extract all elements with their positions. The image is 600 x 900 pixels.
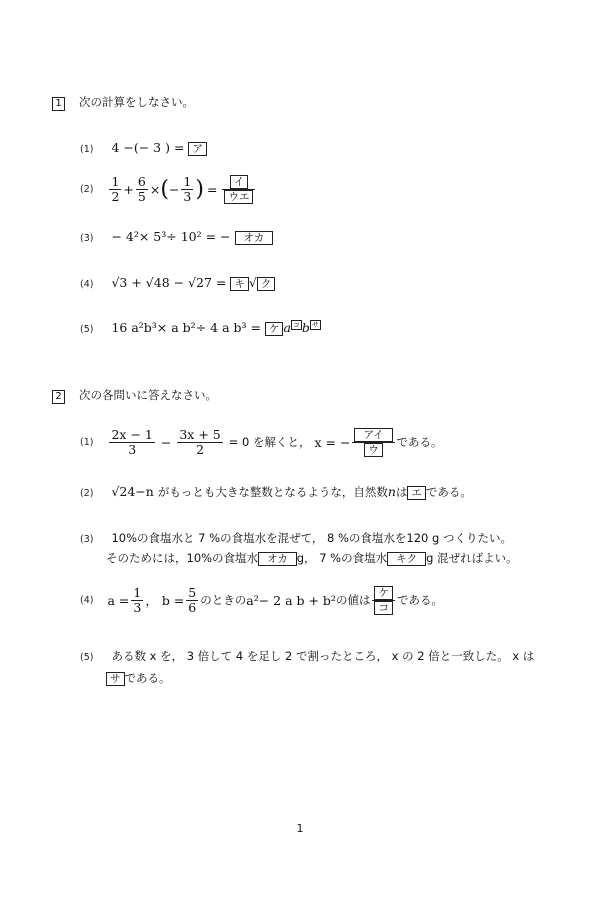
item-label: (5) <box>80 652 94 663</box>
answer-box: コ <box>374 601 393 615</box>
answer-box: ケ <box>374 586 393 600</box>
answer-fraction <box>222 174 255 204</box>
item-label: (1) <box>80 144 94 155</box>
expression: b = <box>161 592 185 608</box>
text: である。 <box>425 485 472 499</box>
answer-fraction <box>352 427 394 457</box>
text: である。 <box>124 671 171 685</box>
exponent-box: サ <box>311 321 319 329</box>
text: がもっとも大きな整数となるような，自然数 <box>157 485 388 499</box>
q1-item-5: (5) 16 a²b³× a b²÷ 4 a b³ = ケ a コ b サ <box>80 320 319 335</box>
expression: 4 −(− 3 ) = <box>111 140 189 155</box>
q1-item-2: (2) $\frac{1}{2}$ + $\frac{6}{5}$ × ( − $\frac{1}{3}$ ) = $\frac{\text{イ}}{\text{ウエ}}$ <box>80 174 257 204</box>
answer-box: オカ <box>258 552 297 566</box>
q2-item-4: (4) a = $\frac{1}{3}$ ， b = $\frac{5}{6}$ のときの a²− 2 a b + b² の値は $\frac{\text{ケ}}{\text{コ}}$ である。 <box>80 584 443 615</box>
text: = 0 を解くと， <box>228 435 311 449</box>
item-label: (1) <box>80 436 94 448</box>
fraction: $\frac{6}{5}$ <box>137 173 146 204</box>
question-2-number: 2 <box>52 390 65 404</box>
answer-box: オカ <box>235 231 274 245</box>
item-label: (3) <box>80 534 94 545</box>
item-label: (4) <box>80 594 94 606</box>
text: のときの <box>200 593 247 607</box>
answer-box: ウ <box>364 443 383 457</box>
q1-item-1 <box>80 140 207 156</box>
answer-box: エ <box>407 486 426 500</box>
item-label: (5) <box>80 324 94 335</box>
page-number: 1 <box>296 822 304 835</box>
text: そのためには，10%の食塩水 <box>106 551 259 565</box>
fraction: $\frac{1}{2}$ <box>111 173 120 204</box>
text: ある数 x を， 3 倍して 4 を足し 2 で割ったところ， x の 2 倍と一致した。 x は <box>111 649 535 663</box>
text: である。 <box>396 435 443 449</box>
q1-item-4: (4) √3 + √48 − √27 = キ √ ク <box>80 275 275 291</box>
question-2-text: 次の各問いに答えなさい。 <box>78 388 217 402</box>
answer-box: キ <box>230 277 249 291</box>
q2-item-5-line2 <box>106 670 171 686</box>
text: は <box>395 485 408 499</box>
answer-box: サ <box>106 672 125 686</box>
answer-box: ケ <box>265 322 284 336</box>
expression: 16 a²b³× a b²÷ 4 a b³ = <box>111 320 265 335</box>
fraction: $\frac{2x - 1}{3}$ <box>111 426 153 457</box>
answer-box: ク <box>257 277 276 291</box>
q1-item-3 <box>80 229 273 245</box>
q2-item-5 <box>80 648 534 664</box>
expression: − 4²× 5³÷ 10² = − <box>111 229 231 244</box>
q2-item-1: (1) $\frac{2x - 1}{3}$ − $\frac{3x + 5}{2}$ = 0 を解くと， x = − $\frac{\text{アイ}}{\text{ウ}}$ である。 <box>80 426 443 457</box>
text: である。 <box>396 593 443 607</box>
item-label: (4) <box>80 279 94 290</box>
answer-box: キク <box>387 552 426 566</box>
answer-box: イ <box>230 175 249 189</box>
question-1-number: 1 <box>52 97 65 111</box>
expression: √3 + √48 − √27 = <box>111 275 231 290</box>
q2-item-3 <box>80 530 512 546</box>
answer-fraction <box>372 585 395 615</box>
item-label: (3) <box>80 233 94 244</box>
fraction: $\frac{5}{6}$ <box>188 584 197 615</box>
expression: √24−n <box>111 484 154 499</box>
expression: x = − <box>314 434 351 450</box>
expression: a = <box>107 592 130 608</box>
text: g， 7 %の食塩水 <box>296 551 388 565</box>
item-label: (2) <box>80 183 94 195</box>
exponent-box: コ <box>292 321 300 329</box>
answer-box: ア <box>188 142 207 156</box>
question-1-text: 次の計算をしなさい。 <box>78 95 194 109</box>
text: 10%の食塩水と 7 %の食塩水を混ぜて， 8 %の食塩水を120 g つくりたい。 <box>111 531 512 545</box>
question-2-heading <box>52 387 217 404</box>
q2-item-3-line2 <box>106 550 518 566</box>
text: の値は <box>335 593 371 607</box>
text: g 混ぜればよい。 <box>426 551 518 565</box>
q2-item-2 <box>80 484 472 500</box>
fraction: $\frac{1}{3}$ <box>133 584 142 615</box>
fraction: $\frac{3x + 5}{2}$ <box>179 426 221 457</box>
item-label: (2) <box>80 488 94 499</box>
expression: a²− 2 a b + b² <box>246 592 336 608</box>
question-1-heading <box>52 94 194 111</box>
fraction: $\frac{1}{3}$ <box>183 173 192 204</box>
variable: n <box>387 484 396 499</box>
answer-box: ウエ <box>224 190 253 204</box>
answer-box: アイ <box>354 428 392 442</box>
